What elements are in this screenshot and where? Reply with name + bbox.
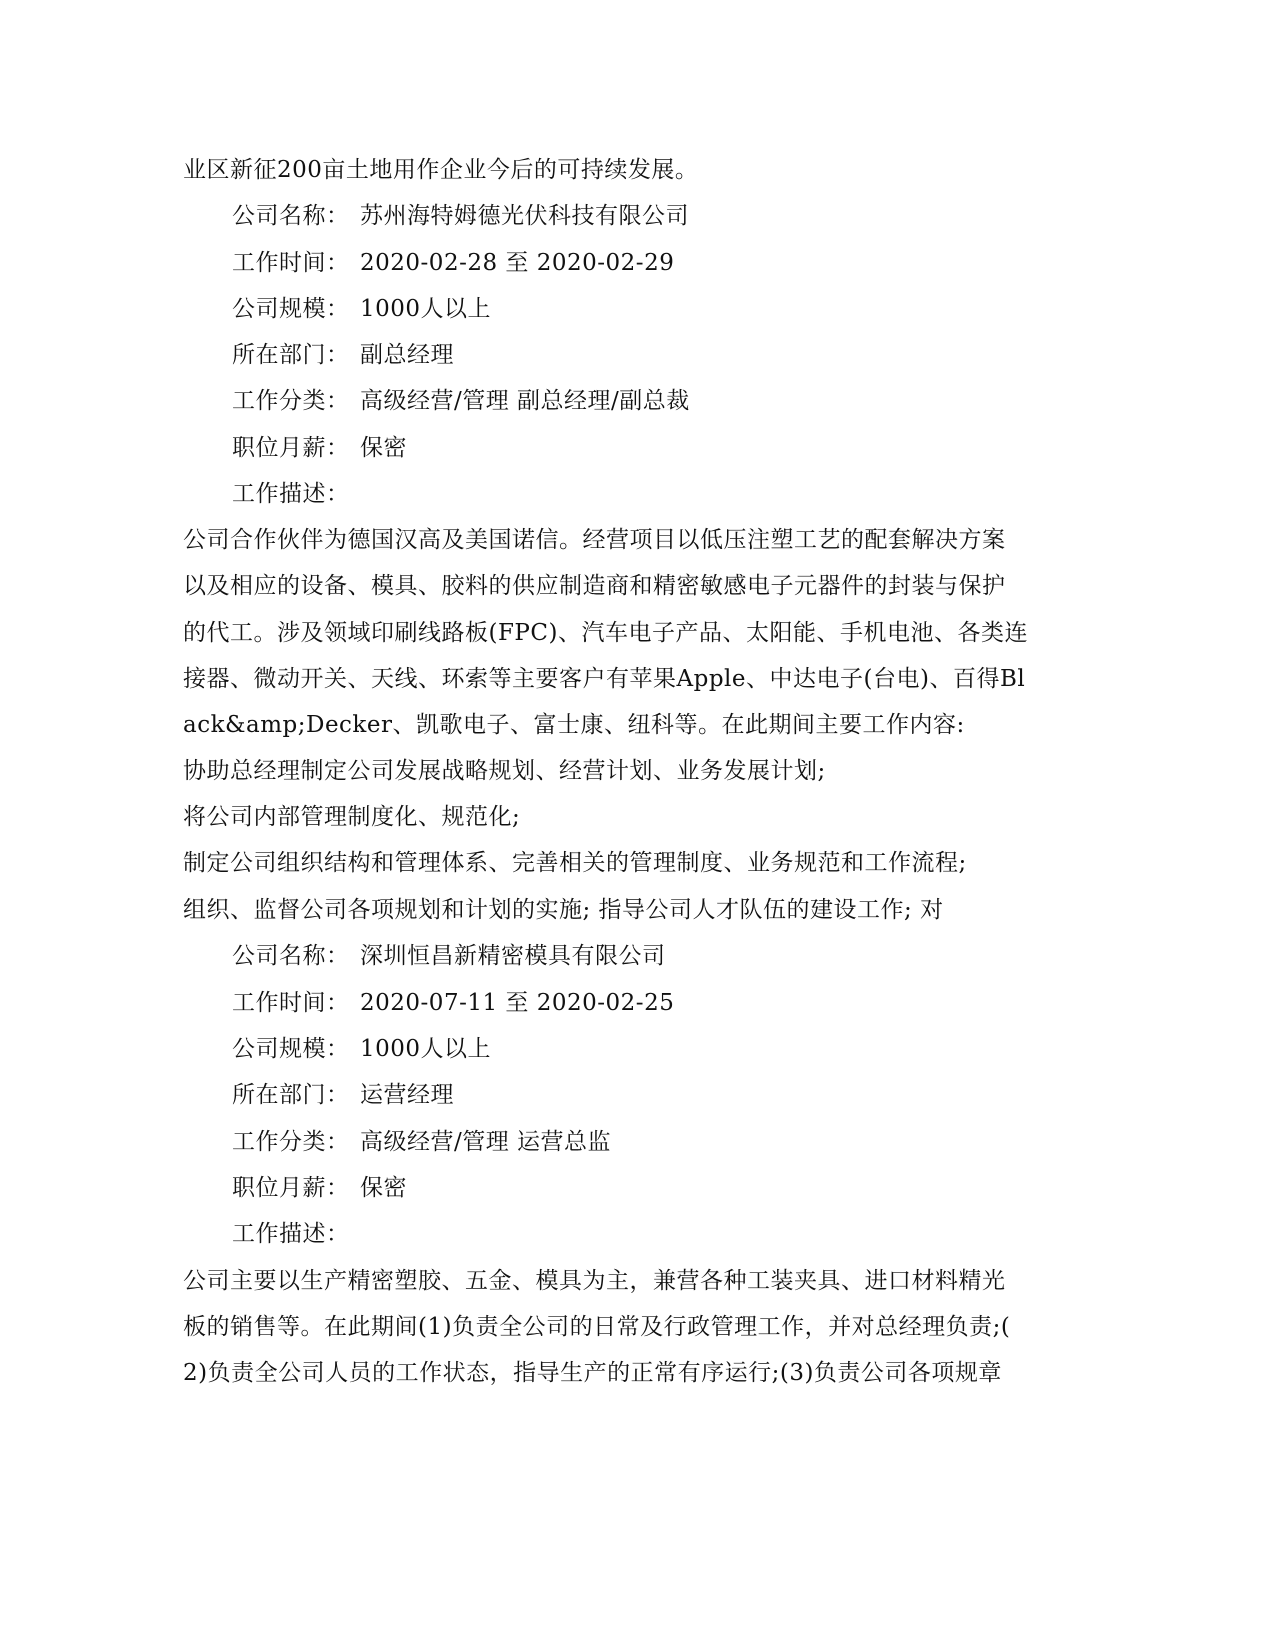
field-work-time [232, 988, 674, 1018]
field-value: 保密 [360, 435, 407, 461]
field-job-description [232, 1219, 360, 1249]
field-value: 2020-07-11 至 2020-02-25 [360, 990, 675, 1016]
field-department [232, 340, 454, 370]
field-label: 所在部门： [232, 1082, 350, 1108]
field-value: 深圳恒昌新精密模具有限公司 [360, 943, 666, 969]
field-label: 工作描述： [232, 1221, 350, 1247]
field-value: 保密 [360, 1175, 407, 1201]
field-label: 工作分类： [232, 388, 350, 414]
field-company-size [232, 294, 491, 324]
field-work-time [232, 248, 674, 278]
description-line: 将公司内部管理制度化、规范化; [183, 804, 521, 830]
field-value: 2020-02-28 至 2020-02-29 [360, 250, 675, 276]
field-label: 公司名称： [232, 203, 350, 229]
description-line: 以及相应的设备、模具、胶料的供应制造商和精密敏感电子元器件的封装与保护 [183, 573, 1006, 599]
field-job-category [232, 1127, 611, 1157]
intro-line: 业区新征200亩土地用作企业今后的可持续发展。 [183, 157, 699, 183]
field-label: 职位月薪： [232, 435, 350, 461]
field-value: 苏州海特姆德光伏科技有限公司 [360, 203, 689, 229]
description-line: 协助总经理制定公司发展战略规划、经营计划、业务发展计划; [183, 758, 826, 784]
field-label: 公司规模： [232, 296, 350, 322]
field-salary [232, 1173, 407, 1203]
field-job-description [232, 479, 360, 509]
field-label: 公司名称： [232, 943, 350, 969]
description-line: 制定公司组织结构和管理体系、完善相关的管理制度、业务规范和工作流程; [183, 850, 967, 876]
description-line: 接器、微动开关、天线、环索等主要客户有苹果Apple、中达电子(台电)、百得Bl [183, 666, 1026, 692]
field-label: 工作描述： [232, 481, 350, 507]
description-line: 公司合作伙伴为德国汉高及美国诺信。经营项目以低压注塑工艺的配套解决方案 [183, 527, 1006, 553]
field-value: 运营经理 [360, 1082, 454, 1108]
field-value: 高级经营/管理 运营总监 [360, 1129, 612, 1155]
description-line: 组织、监督公司各项规划和计划的实施; 指导公司人才队伍的建设工作; 对 [183, 897, 944, 923]
description-line: 公司主要以生产精密塑胶、五金、模具为主，兼营各种工装夹具、进口材料精光 [183, 1268, 1006, 1294]
field-job-category [232, 386, 690, 416]
field-company-name [232, 941, 666, 971]
field-label: 工作时间： [232, 990, 350, 1016]
field-label: 职位月薪： [232, 1175, 350, 1201]
field-label: 工作分类： [232, 1129, 350, 1155]
field-value: 高级经营/管理 副总经理/副总裁 [360, 388, 690, 414]
field-label: 公司规模： [232, 1036, 350, 1062]
field-value: 1000人以上 [360, 296, 492, 322]
field-value: 副总经理 [360, 342, 454, 368]
field-value: 1000人以上 [360, 1036, 492, 1062]
field-company-name [232, 201, 689, 231]
field-department [232, 1080, 454, 1110]
description-line: 的代工。涉及领域印刷线路板(FPC)、汽车电子产品、太阳能、手机电池、各类连 [183, 620, 1028, 646]
field-company-size [232, 1034, 491, 1064]
field-salary [232, 433, 407, 463]
description-line: 2)负责全公司人员的工作状态，指导生产的正常有序运行;(3)负责公司各项规章 [183, 1360, 1002, 1386]
field-label: 所在部门： [232, 342, 350, 368]
field-label: 工作时间： [232, 250, 350, 276]
description-line: ack&amp;Decker、凯歌电子、富士康、纽科等。在此期间主要工作内容: [183, 712, 965, 738]
description-line: 板的销售等。在此期间(1)负责全公司的日常及行政管理工作，并对总经理负责;( [183, 1314, 1011, 1340]
